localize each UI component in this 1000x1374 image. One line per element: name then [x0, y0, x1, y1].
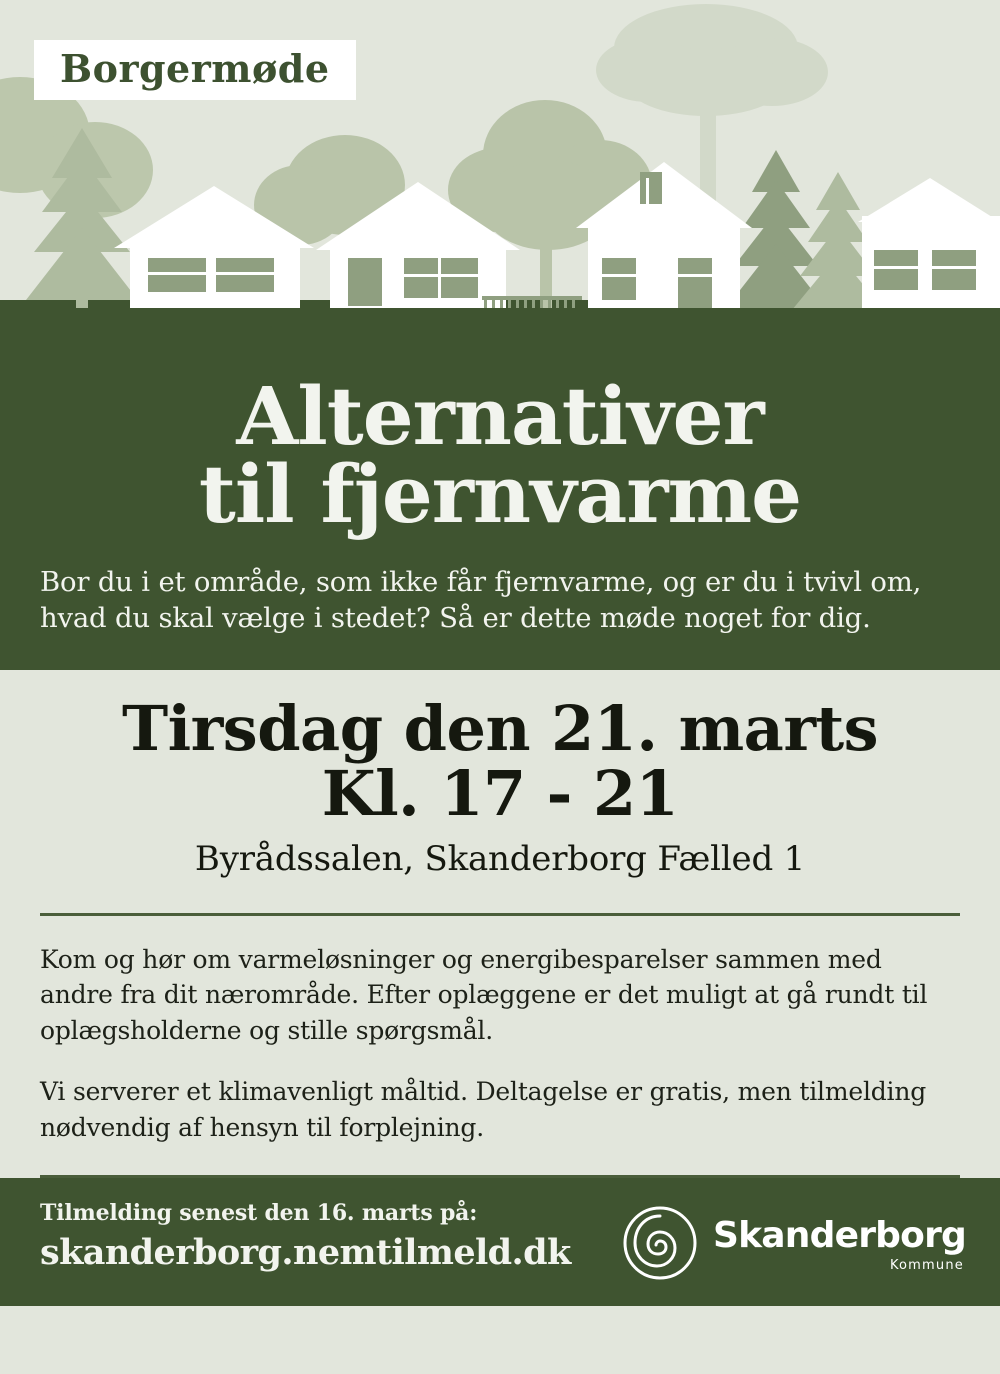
page-title: [40, 369, 960, 542]
badge-borgermoede: [34, 40, 356, 100]
body-paragraph-1: Kom og hør om varmeløsninger og energibesparelser sammen med andre fra dit nærområde. Efter oplæggene er det muligt at gå rundt til oplægsholderne og stille spørgsmål.: [40, 944, 928, 1045]
signup-label: Tilmelding senest den 16. marts på:: [40, 1200, 478, 1227]
event-date: Tirsdag den 21. marts: [121, 692, 879, 766]
logo-subtitle: Kommune: [889, 1258, 964, 1274]
signup-url[interactable]: skanderborg.nemtilmeld.dk: [40, 1232, 571, 1274]
skanderborg-logo: [623, 1200, 966, 1284]
logo-name: Skanderborg: [713, 1215, 966, 1257]
details-block: [0, 670, 1000, 1178]
body-text: [40, 942, 960, 1146]
divider-top: [40, 913, 960, 916]
logo-wordmark: [713, 1215, 966, 1274]
event-time: Kl. 17 - 21: [321, 757, 679, 831]
headline-line-2: til fjernvarme: [198, 447, 802, 542]
body-paragraph-2: Vi serverer et klimavenligt måltid. Deltagelse er gratis, men tilmelding nødvendig af hensyn til forplejning.: [40, 1077, 927, 1142]
signup-info: [40, 1200, 571, 1273]
illustration-band: [0, 0, 1000, 345]
event-when: [40, 692, 960, 831]
event-place: Byrådssalen, Skanderborg Fælled 1: [194, 838, 806, 879]
headline-block: [0, 345, 1000, 670]
headline-line-1: Alternativer: [236, 369, 764, 463]
tree-rings-icon: [623, 1206, 697, 1284]
subheadline: Bor du i et område, som ikke får fjernvarme, og er du i tvivl om, hvad du skal vælge i stedet? Så er dette møde noget for dig.: [40, 565, 922, 635]
badge-label: Borgermøde: [60, 46, 330, 91]
footer: [0, 1178, 1000, 1306]
